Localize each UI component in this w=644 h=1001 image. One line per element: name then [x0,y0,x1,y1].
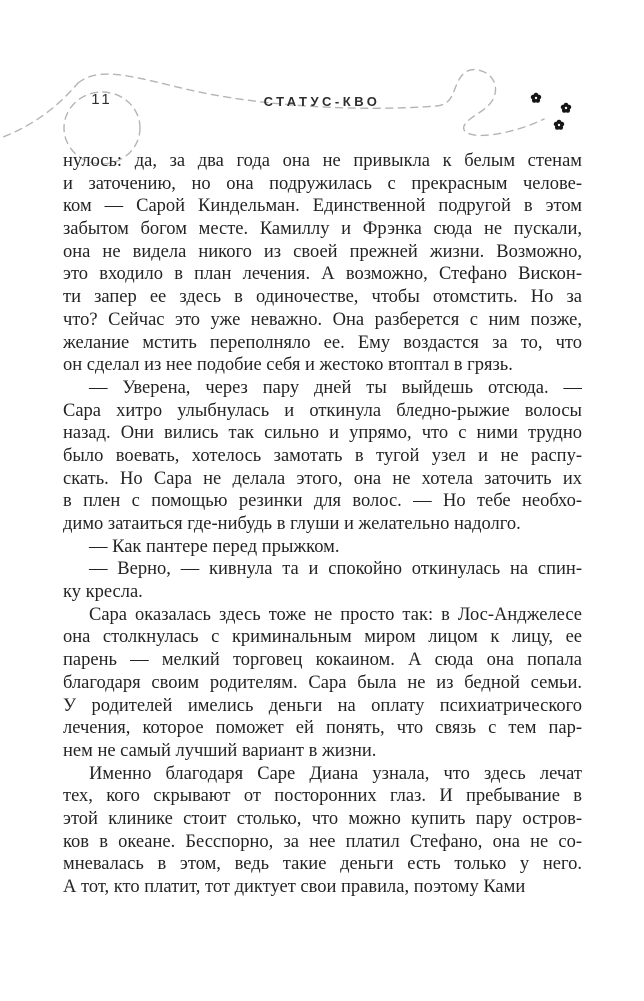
page-number: 11 [91,91,113,108]
text-line: ти запер ее здесь в одиночестве, чтобы отомстить. Но за [63,287,582,308]
text-line: в плен с помощью резинки для волос. — Но тебе необхо- [63,491,582,512]
text-line: А тот, кто платит, тот диктует свои правила, поэтому Ками [63,877,526,897]
text-line: забытом богом месте. Камиллу и Фрэнка сюда не пускали, [63,219,582,240]
text-line: У родителей имелись деньги на оплату психиатрического [63,695,582,716]
text-line: ков в океане. Бесспорно, за нее платил Стефано, она не со- [63,831,582,852]
text-line: она не видела никого из своей прежней жизни. Возможно, [63,241,582,262]
body-text [63,150,582,899]
text-line: это входило в план лечения. А возможно, Стефано Вискон- [63,264,582,285]
text-line: скать. Но Сара не делала этого, она не хотела заточить их [63,468,582,489]
text-line: он сделал из нее подобие себя и жестоко втоптал в грязь. [63,355,513,376]
text-line: — Верно, — кивнула та и спокойно откинулась на спин- [89,559,582,580]
text-line: благодаря своим родителям. Сара была не из бедной семьи. [63,672,582,693]
text-line: Сара оказалась здесь тоже не просто так: в Лос-Анджелесе [89,604,582,625]
text-line: тех, кого скрывают от посторонних глаз. И пребывание в [63,786,582,807]
text-line: назад. Они вились так сильно и упрямо, что с ними трудно [63,423,582,444]
text-line: этой клинике стоит столько, что можно купить пару остров- [63,808,582,829]
text-line: парень — мелкий торговец кокаином. А сюда она попала [63,650,582,671]
text-line: лечения, которое поможет ей понять, что связь с тем пар- [63,718,582,739]
text-line: димо затаиться где-нибудь в глуши и желательно надолго. [63,514,521,534]
text-line: что? Сейчас это уже неважно. Она разберется с ним позже, [63,309,582,330]
text-line: — Уверена, через пару дней ты выйдешь отсюда. — [89,377,582,398]
text-line: и заточению, но она подружилась с прекрасным челове- [63,173,582,194]
text-line: Именно благодаря Саре Диана узнала, что здесь лечат [89,763,582,784]
text-line: было воевать, хотелось замотать в тугой узел и не распу- [63,445,582,466]
flight-path-entry-curve [0,83,78,141]
text-line: она столкнулась с криминальным миром лицом к лицу, ее [63,627,582,648]
text-line: желание мстить переполняло ее. Ему воздастся за то, что [63,332,582,353]
text-line: ку кресла. [63,582,143,603]
flower-icon [554,120,564,130]
text-line: Сара хитро улыбнулась и откинула бледно-рыжие волосы [63,400,582,421]
text-line: нулось: да, за два года она не привыкла к белым стенам [63,151,582,171]
text-line: ком — Сарой Киндельман. Единственной подругой в этом [63,196,582,217]
text-line: — Как пантере перед прыжком. [89,536,340,557]
text-line: мневалась в этом, ведь такие деньги есть только у него. [63,854,582,875]
running-title: СТАТУС-КВО [263,94,381,109]
text-line: нем не самый лучший вариант в жизни. [63,740,377,761]
